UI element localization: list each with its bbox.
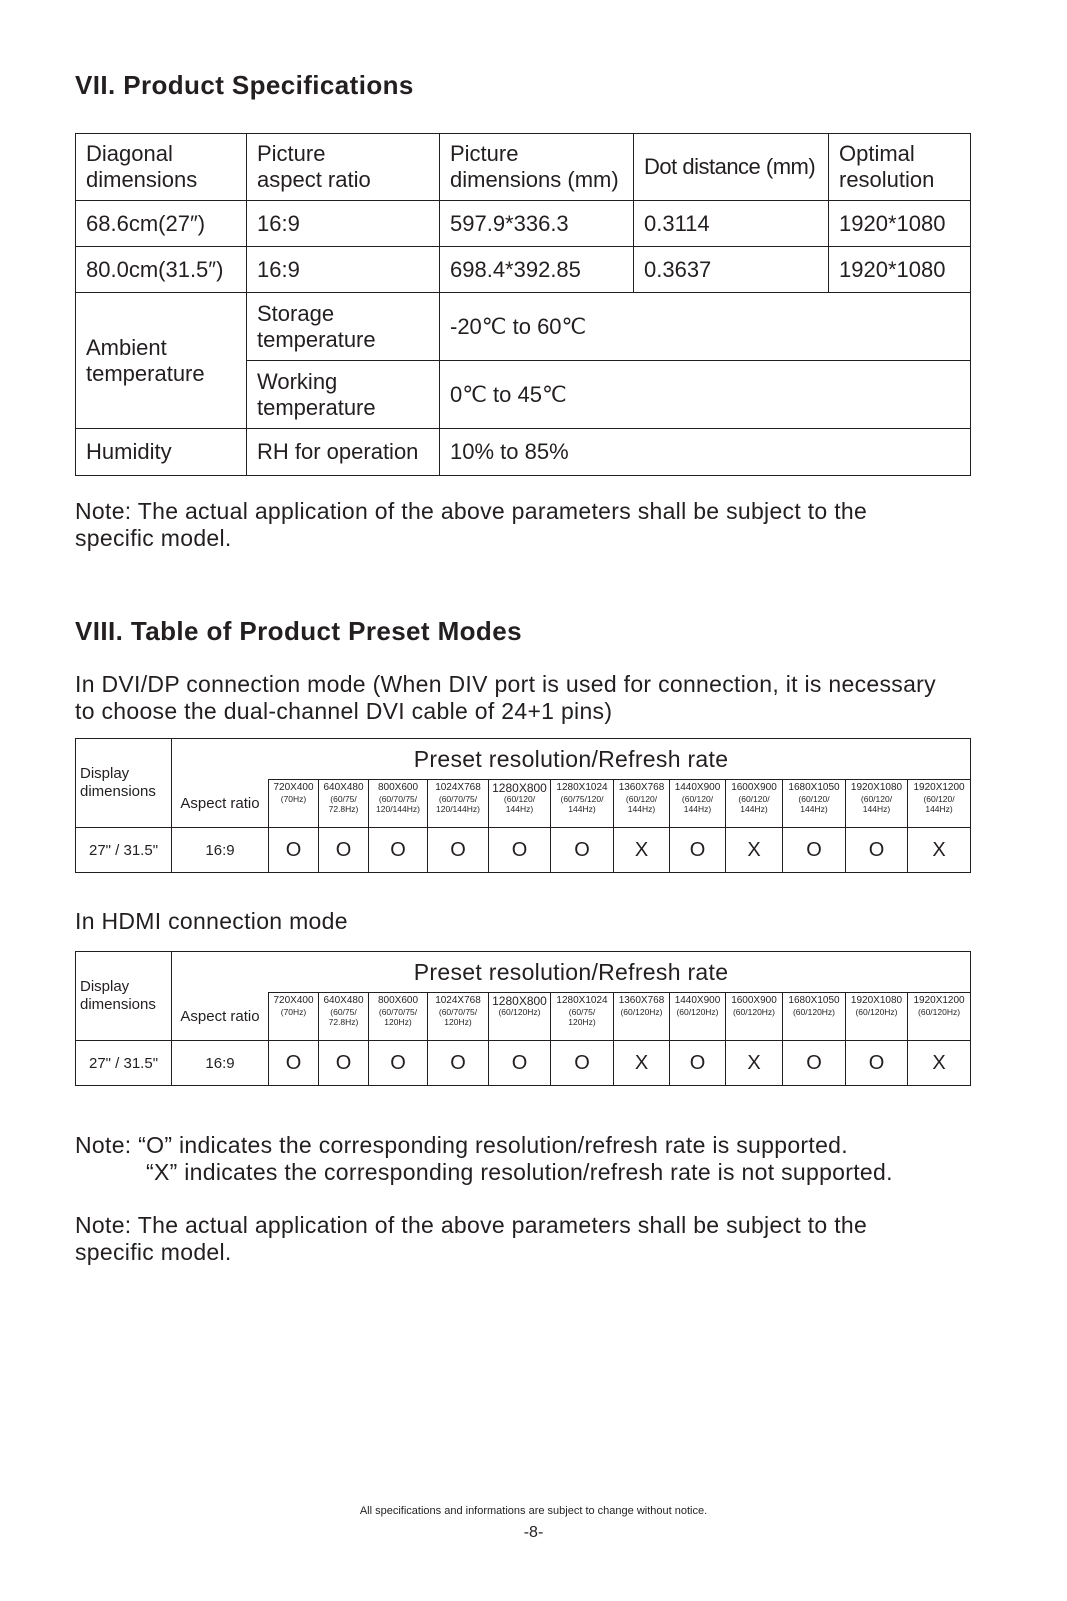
res-cell [369,780,428,828]
aspect-cell: 16:9 [172,828,269,873]
page-number: -8- [523,1524,544,1541]
res-cell [783,993,846,1041]
res-label: 1440X900 [674,782,721,793]
res-label: 1280X800 [492,994,547,1008]
display-dimensions-label: Display dimensions [76,739,172,828]
header-dot-distance: Dot distance (mm) [634,134,829,201]
res-label: 1920X1200 [913,782,965,793]
res-cell [614,993,670,1041]
hdmi-intro: In HDMI connection mode [75,908,348,934]
cell-picture-dim: 698.4*392.85 [440,247,634,293]
res-label: 1920X1200 [913,995,965,1006]
cell-ambient-label: Ambient temperature [76,293,247,429]
support-mark: X [908,1041,971,1086]
cell-working-label: Working temperature [247,361,440,429]
cell-storage-value: -20℃ to 60℃ [440,293,971,361]
hdmi-data-row [76,1041,971,1086]
res-cell [783,780,846,828]
res-label: 1280X1024 [556,995,608,1006]
support-mark: O [551,1041,614,1086]
aspect-cell: 16:9 [172,1041,269,1086]
support-mark: X [908,828,971,873]
section8-title: VIII. Table of Product Preset Modes [75,616,522,646]
res-cell [670,780,726,828]
cell-dot-distance: 0.3114 [634,201,829,247]
header-picture-dim: Picture dimensions (mm) [440,134,634,201]
support-mark: O [670,1041,726,1086]
rate-label: (60/70/75/ 120/144Hz) [376,794,420,814]
cell-aspect: 16:9 [247,201,440,247]
rate-label: (60/120/ 144Hz) [860,794,893,814]
support-mark: X [726,1041,783,1086]
cell-optimal-res: 1920*1080 [829,201,971,247]
footer-disclaimer: All specifications and informations are subject to change without notice. [359,1505,708,1517]
res-label: 1600X900 [731,995,777,1006]
header-optimal-res: Optimal resolution [829,134,971,201]
spec-header-row [76,134,971,201]
dvi-title-row [76,739,971,780]
res-label: 1920X1080 [850,782,903,793]
res-label: 1024X768 [435,782,481,793]
preset-title: Preset resolution/Refresh rate [172,739,971,780]
rate-label: (60/75/120/ 144Hz) [560,794,604,814]
preset-title: Preset resolution/Refresh rate [172,952,971,993]
support-mark: O [269,828,319,873]
cell-dot-distance: 0.3637 [634,247,829,293]
rate-label: (70Hz) [280,1007,307,1017]
cell-optimal-res: 1920*1080 [829,247,971,293]
spec-table [75,133,971,476]
support-mark: O [369,828,428,873]
res-cell [846,993,908,1041]
support-mark: O [428,828,489,873]
cell-rh-label: RH for operation [247,429,440,476]
res-label: 720X400 [273,995,314,1006]
dvi-preset-table [75,738,971,873]
display-size-cell: 27" / 31.5" [76,1041,172,1086]
res-label: 1600X900 [731,782,777,793]
res-label: 1360X768 [618,782,665,793]
aspect-ratio-label: Aspect ratio [172,780,269,828]
res-cell [489,780,551,828]
rate-label: (60/70/75/ 120Hz) [438,1007,478,1027]
note-supported: Note: “O” indicates the corresponding resolution/refresh rate is supported. [75,1132,848,1158]
support-mark: X [726,828,783,873]
spec-row-31 [76,247,971,293]
support-mark: O [369,1041,428,1086]
rate-label: (60/75/ 72.8Hz) [328,794,359,814]
res-cell [269,780,319,828]
cell-storage-label: Storage temperature [247,293,440,361]
rate-label: (60/120Hz) [792,1007,836,1017]
rate-label: (60/120/ 144Hz) [503,794,536,814]
res-label: 1280X800 [492,781,547,795]
note-not-supported: “X” indicates the corresponding resolution/refresh rate is not supported. [146,1159,893,1185]
rate-label: (60/120/ 144Hz) [798,794,830,814]
cell-picture-dim: 597.9*336.3 [440,201,634,247]
res-label: 800X600 [377,995,419,1006]
rate-label: (60/120/ 144Hz) [923,794,955,814]
res-label: 1920X1080 [850,995,903,1006]
header-aspect: Picture aspect ratio [247,134,440,201]
support-mark: O [670,828,726,873]
dvi-resolution-row [76,780,971,828]
dvi-data-row [76,828,971,873]
spec-row-humidity [76,429,971,476]
rate-label: (60/120/ 144Hz) [681,794,714,814]
cell-aspect: 16:9 [247,247,440,293]
res-cell [614,780,670,828]
section7-note: Note: The actual application of the above parameters shall be subject to the specific model. [75,498,868,551]
res-label: 1360X768 [618,995,665,1006]
cell-diagonal: 68.6cm(27″) [76,201,247,247]
rate-label: (60/120Hz) [676,1007,719,1017]
rate-label: (60/120/ 144Hz) [738,794,770,814]
res-label: 640X480 [323,995,364,1006]
res-cell [908,993,971,1041]
support-mark: O [319,828,369,873]
rate-label: (60/75/ 72.8Hz) [328,1007,359,1027]
support-mark: O [489,828,551,873]
rate-label: (60/70/75/ 120/144Hz) [436,794,480,814]
section8-note: Note: The actual application of the above parameters shall be subject to the specific model. [75,1212,868,1265]
rate-label: (60/120Hz) [918,1007,961,1017]
res-cell [551,993,614,1041]
rate-label: (60/120/ 144Hz) [625,794,658,814]
hdmi-title-row [76,952,971,993]
rate-label: (60/70/75/ 120Hz) [378,1007,418,1027]
res-cell [551,780,614,828]
rate-label: (70Hz) [280,794,307,804]
res-label: 720X400 [273,782,314,793]
res-label: 1680X1050 [788,995,840,1006]
dvi-intro: In DVI/DP connection mode (When DIV port is used for connection, it is necessary to choose the dual-channel DVI cable of 24+1 pins) [75,671,936,724]
header-diagonal: Diagonal dimensions [76,134,247,201]
support-mark: X [614,828,670,873]
rate-label: (60/75/ 120Hz) [568,1007,596,1027]
support-mark: O [319,1041,369,1086]
hdmi-preset-table [75,951,971,1086]
res-cell [428,780,489,828]
res-label: 1024X768 [435,995,481,1006]
aspect-ratio-label: Aspect ratio [172,993,269,1041]
res-cell [319,993,369,1041]
res-label: 800X600 [377,782,419,793]
display-dimensions-label: Display dimensions [76,952,172,1041]
rate-label: (60/120Hz) [732,1007,776,1017]
support-mark: O [846,828,908,873]
cell-humidity-label: Humidity [76,429,247,476]
support-mark: O [846,1041,908,1086]
support-mark: O [428,1041,489,1086]
support-mark: O [783,828,846,873]
res-label: 640X480 [323,782,364,793]
res-cell [908,780,971,828]
res-label: 1680X1050 [788,782,840,793]
cell-working-value: 0℃ to 45℃ [440,361,971,429]
rate-label: (60/120Hz) [855,1007,898,1017]
res-cell [726,780,783,828]
hdmi-resolution-row [76,993,971,1041]
cell-diagonal: 80.0cm(31.5″) [76,247,247,293]
spec-row-27 [76,201,971,247]
res-label: 1440X900 [674,995,721,1006]
res-cell [369,993,428,1041]
res-cell [489,993,551,1041]
res-cell [670,993,726,1041]
support-mark: O [783,1041,846,1086]
display-size-cell: 27" / 31.5" [76,828,172,873]
res-label: 1280X1024 [556,782,608,793]
res-cell [428,993,489,1041]
support-mark: O [489,1041,551,1086]
cell-rh-value: 10% to 85% [440,429,971,476]
support-mark: O [269,1041,319,1086]
res-cell [269,993,319,1041]
rate-label: (60/120Hz) [498,1007,541,1017]
res-cell [319,780,369,828]
res-cell [726,993,783,1041]
support-mark: X [614,1041,670,1086]
section7-title: VII. Product Specifications [75,70,414,100]
spec-row-storage [76,293,971,361]
rate-label: (60/120Hz) [620,1007,663,1017]
res-cell [846,780,908,828]
support-mark: O [551,828,614,873]
